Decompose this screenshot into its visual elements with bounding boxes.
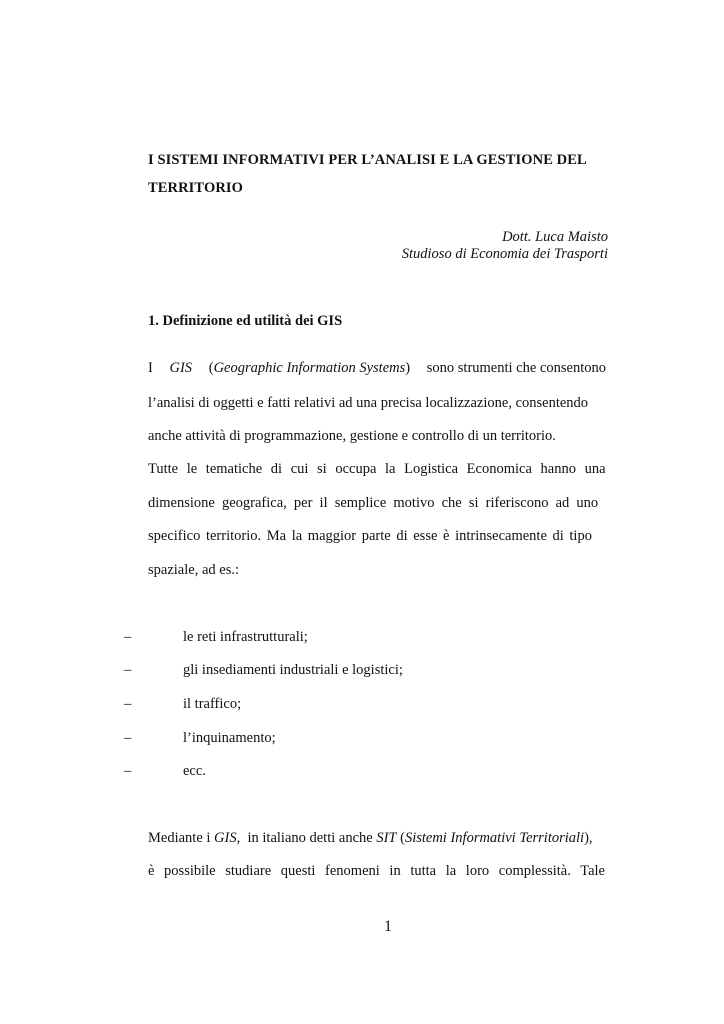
paragraph-3-line-1 xyxy=(148,830,606,847)
bullet-dash: – xyxy=(124,629,132,645)
gis-expansion-wrapper xyxy=(209,360,410,377)
gis-expansion: Geographic Information Systems xyxy=(213,360,406,376)
text-fragment: , in italiano detti anche xyxy=(236,830,373,846)
list-item-text: ecc. xyxy=(183,763,206,779)
bullet-dash: – xyxy=(124,662,132,678)
list-item-text: l’inquinamento; xyxy=(183,730,276,746)
paragraph-2-line-1 xyxy=(148,461,606,478)
text-fragment: Mediante i xyxy=(148,830,211,846)
document-title-line-1: I SISTEMI INFORMATIVI PER L’ANALISI E LA GESTIONE DEL xyxy=(148,152,587,168)
gis-acronym: GIS xyxy=(214,830,237,846)
paragraph-1-line-3: anche attività di programmazione, gestione e controllo di un territorio. xyxy=(148,428,556,444)
list-item-text: il traffico; xyxy=(183,696,242,712)
list-item-text: gli insediamenti industriali e logistici; xyxy=(183,662,403,678)
paragraph-2-line-2: dimensione geografica, per il semplice motivo che si riferiscono ad uno xyxy=(148,495,599,511)
section-heading: 1. Definizione ed utilità dei GIS xyxy=(148,313,343,329)
paragraph-text: Tutte le tematiche di cui si occupa la Logistica Economica hanno una xyxy=(148,461,606,477)
text-fragment: I xyxy=(148,360,153,376)
close-paren: ) xyxy=(405,360,411,376)
author-name: Dott. Luca Maisto xyxy=(502,229,608,245)
bullet-dash: – xyxy=(124,696,132,712)
paragraph-1-line-2: l’analisi di oggetti e fatti relativi ad una precisa localizzazione, consentendo xyxy=(148,395,589,411)
paragraph-2-line-3: specifico territorio. Ma la maggior parte di esse è intrinsecamente di tipo xyxy=(148,528,592,544)
open-paren: ( xyxy=(400,830,405,846)
close-paren: ), xyxy=(584,830,593,846)
sit-expansion-wrapper xyxy=(400,830,592,846)
paragraph-3-line-2: è possibile studiare questi fenomeni in tutta la loro complessità. Tale xyxy=(148,863,605,879)
sit-acronym: SIT xyxy=(376,830,397,846)
list-item-text: le reti infrastrutturali; xyxy=(183,629,308,645)
open-paren: ( xyxy=(208,360,214,376)
paragraph-2-line-4: spaziale, ad es.: xyxy=(148,562,239,578)
gis-acronym: GIS xyxy=(169,360,193,376)
text-fragment: sono strumenti che consentono xyxy=(426,360,606,376)
document-title-line-2: TERRITORIO xyxy=(148,180,244,196)
paragraph-1-line-1 xyxy=(148,360,606,377)
bullet-dash: – xyxy=(124,730,132,746)
sit-expansion: Sistemi Informativi Territoriali xyxy=(404,830,585,846)
page-number: 1 xyxy=(384,918,392,935)
author-role: Studioso di Economia dei Trasporti xyxy=(401,246,608,262)
bullet-dash: – xyxy=(124,763,132,779)
